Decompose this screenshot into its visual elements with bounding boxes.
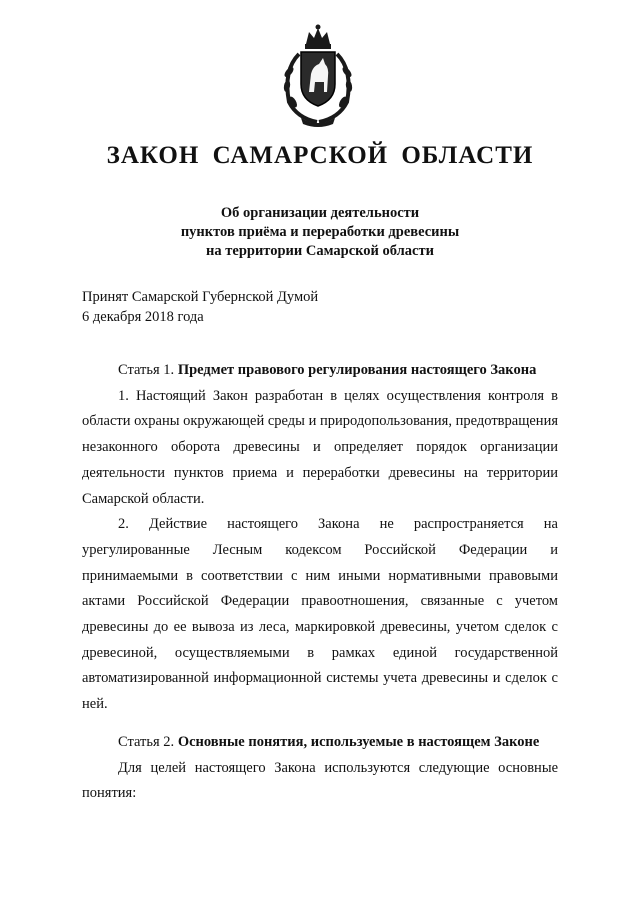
coat-of-arms-emblem xyxy=(271,22,365,130)
article-1-label: Статья 1. xyxy=(118,362,178,378)
article-1-paragraph-1: 1. Настоящий Закон разработан в целях осуществления контроля в области охраны окружающей среды и природопользования, предотвращения незаконного оборота древесины и определяет порядок организации деятельности пунктов приема и переработки древесины на территории Самарской области. xyxy=(82,387,558,507)
law-title: ЗАКОН САМАРСКОЙ ОБЛАСТИ xyxy=(106,142,534,169)
article-2-label: Статья 2. xyxy=(118,734,178,750)
article-1-heading xyxy=(82,358,558,384)
subtitle-line: Об организации деятельности xyxy=(220,205,420,221)
adoption-info xyxy=(82,287,318,327)
article-1-title: Предмет правового регулирования настоящего Закона xyxy=(177,362,537,378)
article-1-paragraph-2: 2. Действие настоящего Закона не распространяется на урегулированные Лесным кодексом Российской Федерации и принимаемыми в соответствии с ним иными нормативными правовыми актами Российской Федерации правоотношения, связанные с учетом древесины до ее вывоза из леса, маркировкой древесины, учетом сделок с древесиной, осуществляемыми в рамках единой государственной автоматизированной информационной системы учета древесины и сделок с ней. xyxy=(82,516,558,713)
subtitle-line: пунктов приёма и переработки древесины xyxy=(180,224,460,240)
article-1 xyxy=(82,358,558,718)
adopted-date: 6 декабря 2018 года xyxy=(82,309,204,325)
law-subtitle xyxy=(0,204,640,261)
adopted-by: Принят Самарской Губернской Думой xyxy=(82,289,319,305)
article-2 xyxy=(82,730,558,807)
article-2-paragraph-1: Для целей настоящего Закона используются следующие основные понятия: xyxy=(82,759,558,802)
article-2-heading xyxy=(82,730,558,756)
subtitle-line: на территории Самарской области xyxy=(206,243,434,259)
article-2-title: Основные понятия, используемые в настоящем Законе xyxy=(177,734,540,750)
